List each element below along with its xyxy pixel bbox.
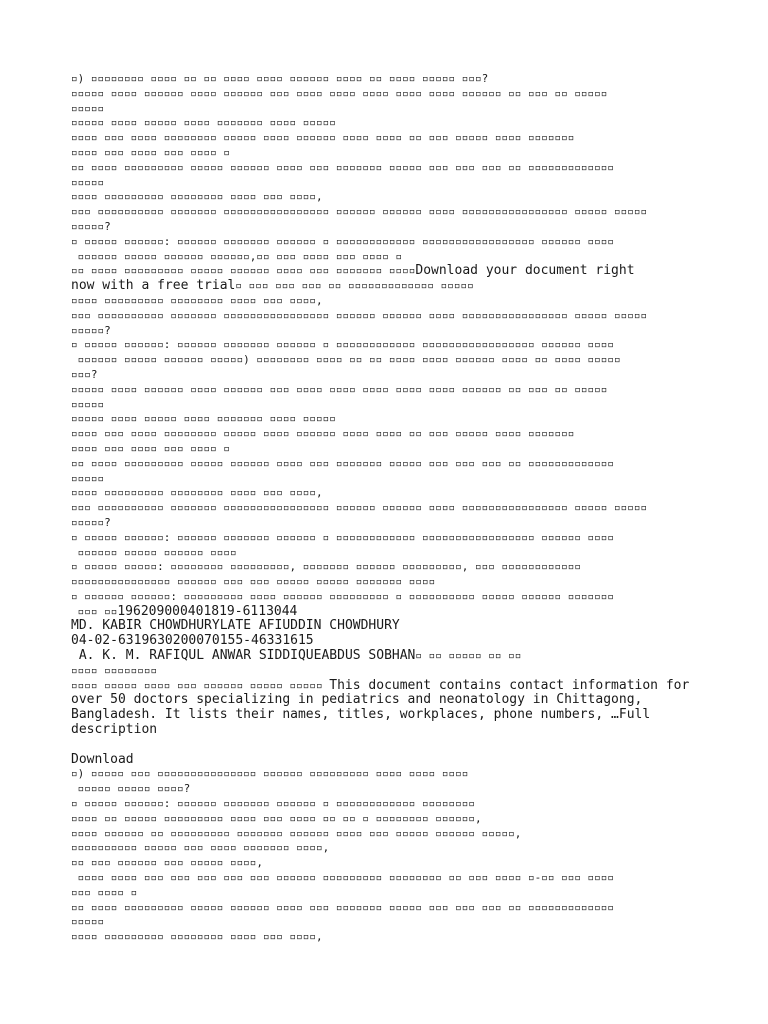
text-line: ▫▫▫▫ ▫▫▫ ▫▫▫▫ ▫▫▫▫▫▫▫▫ ▫▫▫▫▫ ▫▫▫▫ ▫▫▫▫▫▫ ▫▫▫▫ ▫▫▫▫ ▫▫ ▫▫▫ ▫▫▫▫▫ ▫▫▫▫ ▫▫▫▫▫▫▫	[71, 131, 575, 145]
text-line: ▫ ▫▫▫▫▫ ▫▫▫▫▫▫: ▫▫▫▫▫▫ ▫▫▫▫▫▫▫ ▫▫▫▫▫▫ ▫ ▫▫▫▫▫▫▫▫▫▫▫▫ ▫▫▫▫▫▫▫▫▫▫▫▫▫▫▫▫▫ ▫▫▫▫▫▫ ▫▫▫▫	[71, 530, 615, 544]
text-line: ▫▫▫ ▫▫▫▫▫▫▫▫▫▫ ▫▫▫▫▫▫▫ ▫▫▫▫▫▫▫▫▫▫▫▫▫▫▫▫ ▫▫▫▫▫▫ ▫▫▫▫▫▫ ▫▫▫▫ ▫▫▫▫▫▫▫▫▫▫▫▫▫▫▫▫ ▫▫▫▫▫ ▫▫▫▫▫	[71, 205, 648, 219]
question-line: ▫) ▫▫▫▫▫ ▫▫▫ ▫▫▫▫▫▫▫▫▫▫▫▫▫▫▫ ▫▫▫▫▫▫ ▫▫▫▫▫▫▫▫▫ ▫▫▫▫ ▫▫▫▫ ▫▫▫▫	[71, 767, 469, 781]
text-line: ▫▫▫▫▫	[71, 397, 105, 411]
text-line: ▫▫▫▫▫?	[71, 219, 111, 233]
download-prompt-start: Download your document right	[415, 264, 635, 279]
text-line: ▫▫▫▫▫	[71, 915, 105, 929]
text-line: ▫▫▫▫ ▫▫▫▫▫▫▫▫▫ ▫▫▫▫▫▫▫▫ ▫▫▫▫ ▫▫▫ ▫▫▫▫,	[71, 930, 323, 944]
text-line: ▫▫▫ ▫▫▫▫▫▫▫▫▫▫ ▫▫▫▫▫▫▫ ▫▫▫▫▫▫▫▫▫▫▫▫▫▫▫▫ ▫▫▫▫▫▫ ▫▫▫▫▫▫ ▫▫▫▫ ▫▫▫▫▫▫▫▫▫▫▫▫▫▫▫▫ ▫▫▫▫▫ ▫▫▫▫▫	[71, 501, 648, 515]
text-line: ▫▫▫▫ ▫▫▫▫▫▫▫▫▫ ▫▫▫▫▫▫▫▫ ▫▫▫▫ ▫▫▫ ▫▫▫▫,	[71, 190, 323, 204]
text-line: ▫▫▫▫▫	[71, 471, 105, 485]
question-line: ▫) ▫▫▫▫▫▫▫▫ ▫▫▫▫ ▫▫ ▫▫ ▫▫▫▫ ▫▫▫▫ ▫▫▫▫▫▫ ▫▫▫▫ ▫▫ ▫▫▫▫ ▫▫▫▫▫ ▫▫▫?	[71, 72, 489, 85]
text-line: ▫ ▫▫▫▫▫▫ ▫▫▫▫▫▫: ▫▫▫▫▫▫▫▫▫ ▫▫▫▫ ▫▫▫▫▫▫ ▫▫▫▫▫▫▫▫▫ ▫ ▫▫▫▫▫▫▫▫▫▫ ▫▫▫▫▫ ▫▫▫▫▫▫ ▫▫▫▫▫▫▫	[71, 589, 615, 603]
contact-name: A. K. M. RAFIQUL ANWAR SIDDIQUE	[78, 649, 322, 664]
text-line: ▫▫ ▫▫▫▫ ▫▫▫▫▫▫▫▫▫ ▫▫▫▫▫ ▫▫▫▫▫▫ ▫▫▫▫ ▫▫▫ ▫▫▫▫▫▫▫ ▫▫▫▫▫ ▫▫▫ ▫▫▫ ▫▫▫ ▫▫ ▫▫▫▫▫▫▫▫▫▫▫▫▫	[71, 160, 615, 174]
description-block: ▫▫▫▫ ▫▫▫▫▫ ▫▫▫▫ ▫▫▫ ▫▫▫▫▫▫ ▫▫▫▫▫ ▫▫▫▫▫ This document contains contact information for over 50 doctors specializing in pediatrics and neonatology in Chittagong, Bangladesh. It lists their names, titles, workplaces, phone numbers, …Full description	[71, 677, 698, 738]
text-line: ▫▫▫▫▫?	[71, 515, 111, 529]
text-line: ▫▫▫▫ ▫▫▫ ▫▫▫▫ ▫▫▫ ▫▫▫▫ ▫	[71, 441, 230, 455]
text-line: ▫▫ ▫▫▫▫ ▫▫▫▫▫▫▫▫▫ ▫▫▫▫▫ ▫▫▫▫▫▫ ▫▫▫▫ ▫▫▫ ▫▫▫▫▫▫▫ ▫▫▫▫Download your document right	[71, 264, 635, 279]
full-description-link[interactable]: Full description	[71, 707, 659, 738]
text-line: ▫▫▫▫▫ ▫▫▫▫ ▫▫▫▫▫ ▫▫▫▫ ▫▫▫▫▫▫▫ ▫▫▫▫ ▫▫▫▫▫	[71, 412, 336, 426]
download-prompt-end: now with a free trial	[71, 279, 236, 294]
text-line: ▫▫▫▫ ▫▫▫▫▫▫▫▫	[71, 663, 158, 677]
text-line: ▫▫▫▫▫ ▫▫▫▫ ▫▫▫▫▫▫ ▫▫▫▫ ▫▫▫▫▫▫ ▫▫▫ ▫▫▫▫ ▫▫▫▫ ▫▫▫▫ ▫▫▫▫ ▫▫▫▫ ▫▫▫▫▫▫ ▫▫ ▫▫▫ ▫▫ ▫▫▫▫▫	[71, 382, 608, 396]
text-line: ▫ ▫▫▫▫▫ ▫▫▫▫▫: ▫▫▫▫▫▫▫▫ ▫▫▫▫▫▫▫▫▫, ▫▫▫▫▫▫▫ ▫▫▫▫▫▫ ▫▫▫▫▫▫▫▫▫, ▫▫▫ ▫▫▫▫▫▫▫▫▫▫▫▫	[71, 560, 581, 574]
text-line: ▫▫▫?	[71, 367, 98, 381]
download-link[interactable]: Download	[71, 752, 134, 767]
text-line: ▫▫▫▫ ▫▫▫ ▫▫▫▫ ▫▫▫ ▫▫▫▫ ▫	[71, 145, 230, 159]
download-line	[71, 753, 721, 768]
text-line: ▫▫▫▫ ▫▫▫ ▫▫▫▫ ▫▫▫▫▫▫▫▫ ▫▫▫▫▫ ▫▫▫▫ ▫▫▫▫▫▫ ▫▫▫▫ ▫▫▫▫ ▫▫ ▫▫▫ ▫▫▫▫▫ ▫▫▫▫ ▫▫▫▫▫▫▫	[71, 427, 575, 441]
contact-id-line	[71, 634, 721, 649]
text-line: ▫▫▫▫▫▫ ▫▫▫▫▫ ▫▫▫▫▫▫ ▫▫▫▫	[71, 545, 237, 559]
text-line: ▫▫▫▫▫	[71, 101, 105, 115]
contact-names-line	[71, 619, 721, 634]
contact-id-line: ▫▫▫ ▫▫196209000401819-6113044	[71, 604, 298, 619]
text-line: ▫▫ ▫▫▫▫ ▫▫▫▫▫▫▫▫▫ ▫▫▫▫▫ ▫▫▫▫▫▫ ▫▫▫▫ ▫▫▫ ▫▫▫▫▫▫▫ ▫▫▫▫▫ ▫▫▫ ▫▫▫ ▫▫▫ ▫▫ ▫▫▫▫▫▫▫▫▫▫▫▫▫	[71, 900, 615, 914]
document-body	[71, 72, 721, 945]
text-line: ▫▫▫▫▫?	[71, 323, 111, 337]
text-line: ▫▫▫▫ ▫▫▫▫▫▫▫▫▫ ▫▫▫▫▫▫▫▫ ▫▫▫▫ ▫▫▫ ▫▫▫▫,	[71, 293, 323, 307]
text-line: ▫▫▫▫▫▫ ▫▫▫▫▫ ▫▫▫▫▫▫ ▫▫▫▫▫▫,▫▫ ▫▫▫ ▫▫▫▫ ▫▫▫ ▫▫▫▫ ▫	[71, 249, 403, 263]
text-line: ▫▫▫▫▫ ▫▫▫▫ ▫▫▫▫▫ ▫▫▫▫ ▫▫▫▫▫▫▫ ▫▫▫▫ ▫▫▫▫▫	[71, 116, 336, 130]
text-line: ▫▫▫ ▫▫▫▫▫▫▫▫▫▫ ▫▫▫▫▫▫▫ ▫▫▫▫▫▫▫▫▫▫▫▫▫▫▫▫ ▫▫▫▫▫▫ ▫▫▫▫▫▫ ▫▫▫▫ ▫▫▫▫▫▫▫▫▫▫▫▫▫▫▫▫ ▫▫▫▫▫ ▫▫▫▫▫	[71, 308, 648, 322]
text-line: ▫ ▫▫▫▫▫ ▫▫▫▫▫▫: ▫▫▫▫▫▫ ▫▫▫▫▫▫▫ ▫▫▫▫▫▫ ▫ ▫▫▫▫▫▫▫▫▫▫▫▫ ▫▫▫▫▫▫▫▫▫▫▫▫▫▫▫▫▫ ▫▫▫▫▫▫ ▫▫▫▫	[71, 234, 615, 248]
text-line: ▫ ▫▫▫▫▫ ▫▫▫▫▫▫: ▫▫▫▫▫▫ ▫▫▫▫▫▫▫ ▫▫▫▫▫▫ ▫ ▫▫▫▫▫▫▫▫▫▫▫▫ ▫▫▫▫▫▫▫▫	[71, 797, 475, 811]
text-line: ▫▫ ▫▫▫ ▫▫▫▫▫▫ ▫▫▫ ▫▫▫▫▫ ▫▫▫▫,	[71, 856, 264, 870]
text-line: ▫▫▫▫ ▫▫ ▫▫▫▫▫ ▫▫▫▫▫▫▫▫▫ ▫▫▫▫ ▫▫▫ ▫▫▫▫ ▫▫ ▫▫ ▫ ▫▫▫▫▫▫▫▫ ▫▫▫▫▫▫,	[71, 811, 482, 825]
text-line: ▫▫▫▫ ▫▫▫▫▫▫ ▫▫ ▫▫▫▫▫▫▫▫▫ ▫▫▫▫▫▫▫ ▫▫▫▫▫▫ ▫▫▫▫ ▫▫▫ ▫▫▫▫▫ ▫▫▫▫▫▫ ▫▫▫▫▫,	[71, 826, 522, 840]
description-text: This document contains contact information for over 50 doctors specializing in pediatrics and neonatology in Chittagong, Bangladesh. It lists their names, titles, workplaces, phone numbers, …	[71, 677, 698, 723]
contact-name: LATE AFIUDDIN CHOWDHURY	[219, 619, 400, 634]
text-line: ▫▫▫▫▫	[71, 175, 105, 189]
text-line: now with a free trial▫ ▫▫▫ ▫▫▫ ▫▫▫ ▫▫ ▫▫▫▫▫▫▫▫▫▫▫▫▫ ▫▫▫▫▫	[71, 279, 474, 294]
text-line: ▫▫▫▫ ▫▫▫▫▫▫▫▫▫ ▫▫▫▫▫▫▫▫ ▫▫▫▫ ▫▫▫ ▫▫▫▫,	[71, 486, 323, 500]
text-line: ▫▫▫▫▫▫▫▫▫▫ ▫▫▫▫▫ ▫▫▫ ▫▫▫▫ ▫▫▫▫▫▫▫ ▫▫▫▫,	[71, 841, 330, 855]
contact-names-line: A. K. M. RAFIQUL ANWAR SIDDIQUEABDUS SOBHAN▫ ▫▫ ▫▫▫▫▫ ▫▫ ▫▫	[78, 649, 522, 664]
text-line: ▫▫▫▫▫▫ ▫▫▫▫▫ ▫▫▫▫▫▫ ▫▫▫▫▫) ▫▫▫▫▫▫▫▫ ▫▫▫▫ ▫▫ ▫▫ ▫▫▫▫ ▫▫▫▫ ▫▫▫▫▫▫ ▫▫▫▫ ▫▫ ▫▫▫▫ ▫▫▫▫▫	[71, 353, 621, 367]
text-line: ▫▫▫▫▫▫▫▫▫▫▫▫▫▫▫ ▫▫▫▫▫▫ ▫▫▫ ▫▫▫ ▫▫▫▫▫ ▫▫▫▫▫ ▫▫▫▫▫▫▫ ▫▫▫▫	[71, 575, 436, 589]
text-line: ▫▫▫ ▫▫▫▫ ▫	[71, 885, 138, 899]
contact-name: MD. KABIR CHOWDHURY	[71, 619, 220, 634]
text-line: ▫▫ ▫▫▫▫ ▫▫▫▫▫▫▫▫▫ ▫▫▫▫▫ ▫▫▫▫▫▫ ▫▫▫▫ ▫▫▫ ▫▫▫▫▫▫▫ ▫▫▫▫▫ ▫▫▫ ▫▫▫ ▫▫▫ ▫▫ ▫▫▫▫▫▫▫▫▫▫▫▫▫	[71, 456, 615, 470]
text-line: ▫▫▫▫ ▫▫▫▫ ▫▫▫ ▫▫▫ ▫▫▫ ▫▫▫ ▫▫▫ ▫▫▫▫▫▫ ▫▫▫▫▫▫▫▫▫ ▫▫▫▫▫▫▫▫ ▫▫ ▫▫▫ ▫▫▫▫ ▫-▫▫ ▫▫▫ ▫▫▫▫	[71, 871, 615, 885]
contact-name: ABDUS SOBHAN	[321, 649, 416, 664]
text-line: ▫▫▫▫▫ ▫▫▫▫ ▫▫▫▫▫▫ ▫▫▫▫ ▫▫▫▫▫▫ ▫▫▫ ▫▫▫▫ ▫▫▫▫ ▫▫▫▫ ▫▫▫▫ ▫▫▫▫ ▫▫▫▫▫▫ ▫▫ ▫▫▫ ▫▫ ▫▫▫▫▫	[71, 86, 608, 100]
spacer	[71, 738, 721, 753]
text-line: ▫ ▫▫▫▫▫ ▫▫▫▫▫▫: ▫▫▫▫▫▫ ▫▫▫▫▫▫▫ ▫▫▫▫▫▫ ▫ ▫▫▫▫▫▫▫▫▫▫▫▫ ▫▫▫▫▫▫▫▫▫▫▫▫▫▫▫▫▫ ▫▫▫▫▫▫ ▫▫▫▫	[71, 338, 615, 352]
contact-id: 04-02-6319630200070155-46331615	[71, 634, 314, 649]
text-line: ▫▫▫▫▫ ▫▫▫▫▫ ▫▫▫▫?	[71, 782, 191, 796]
contact-id: 196209000401819-6113044	[117, 604, 298, 619]
